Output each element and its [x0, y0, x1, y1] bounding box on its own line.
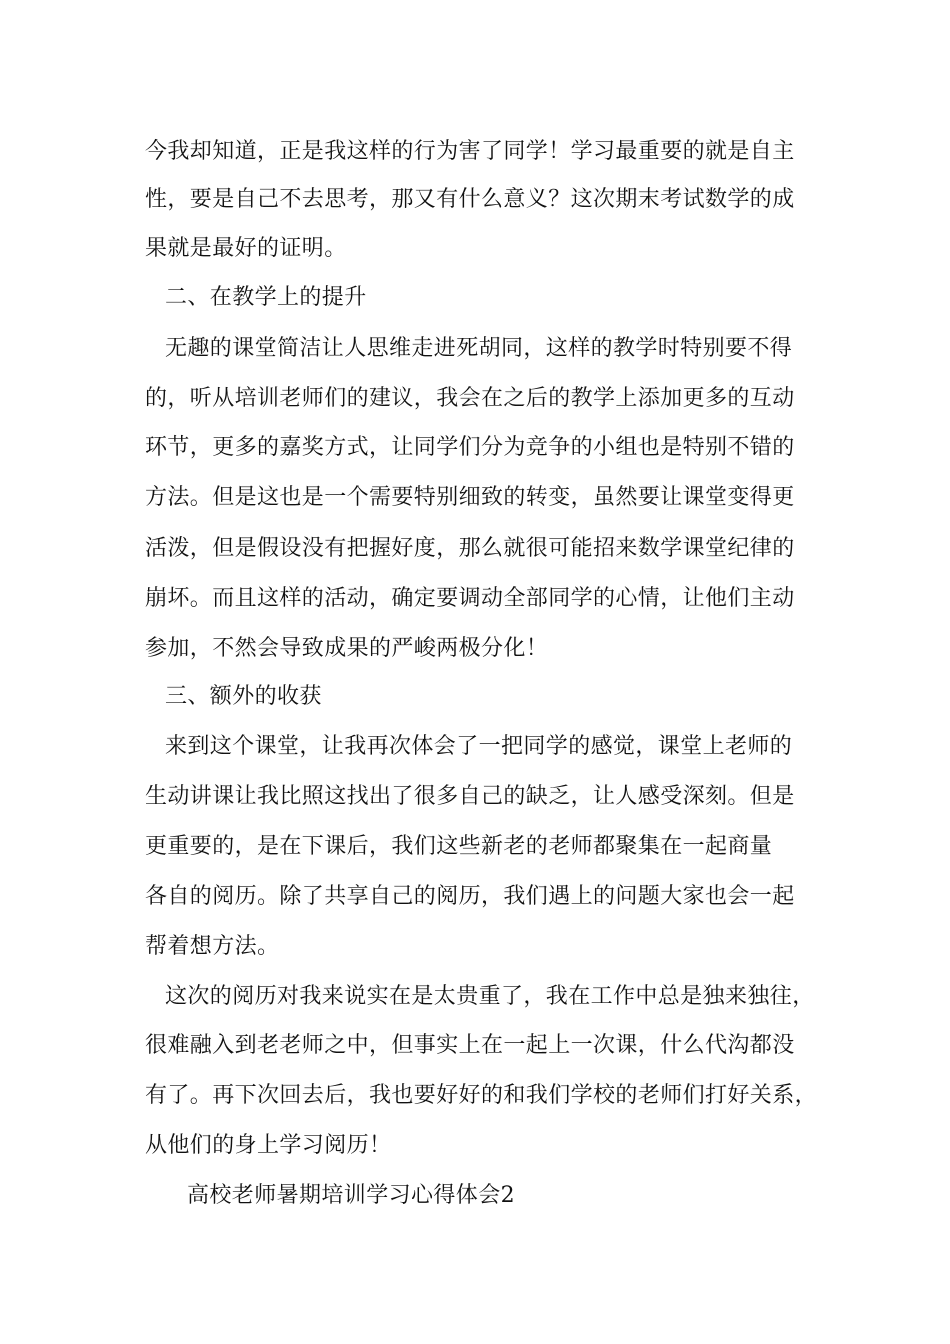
body-line: 各自的阅历。除了共享自己的阅历，我们遇上的问题大家也会一起 [145, 884, 795, 909]
body-line: 的，听从培训老师们的建议，我会在之后的教学上添加更多的互动 [145, 386, 795, 411]
body-line: 环节，更多的嘉奖方式，让同学们分为竞争的小组也是特别不错的 [145, 435, 795, 460]
body-line: 无趣的课堂简洁让人思维走进死胡同，这样的教学时特别要不得 [165, 336, 793, 361]
body-line: 这次的阅历对我来说实在是太贵重了，我在工作中总是独来独往， [165, 984, 815, 1009]
body-line: 从他们的身上学习阅历！ [145, 1133, 392, 1158]
body-line: 来到这个课堂，让我再次体会了一把同学的感觉，课堂上老师的 [165, 734, 793, 759]
body-line: 性，要是自己不去思考，那又有什么意义？这次期末考试数学的成 [145, 187, 795, 212]
body-line: 有了。再下次回去后，我也要好好的和我们学校的老师们打好关系， [145, 1083, 818, 1108]
body-line: 帮着想方法。 [145, 934, 280, 959]
section-heading: 三、额外的收获 [165, 684, 322, 709]
body-line: 更重要的，是在下课后，我们这些新老的老师都聚集在一起商量 [145, 834, 773, 859]
body-line: 生动讲课让我比照这找出了很多自己的缺乏，让人感受深刻。但是 [145, 784, 795, 809]
body-line: 方法。但是这也是一个需要特别细致的转变，虽然要让课堂变得更 [145, 485, 795, 510]
document-title: 高校老师暑期培训学习心得体会2 [187, 1183, 515, 1208]
body-line: 活泼，但是假设没有把握好度，那么就很可能招来数学课堂纪律的 [145, 536, 795, 561]
body-line: 很难融入到老老师之中，但事实上在一起上一次课，什么代沟都没 [145, 1033, 795, 1058]
body-line: 今我却知道，正是我这样的行为害了同学！学习最重要的就是自主 [145, 139, 795, 164]
body-line: 果就是最好的证明。 [145, 236, 347, 261]
section-heading: 二、在教学上的提升 [165, 285, 367, 310]
body-line: 崩坏。而且这样的活动，确定要调动全部同学的心情，让他们主动 [145, 586, 795, 611]
body-line: 参加，不然会导致成果的严峻两极分化！ [145, 636, 549, 661]
